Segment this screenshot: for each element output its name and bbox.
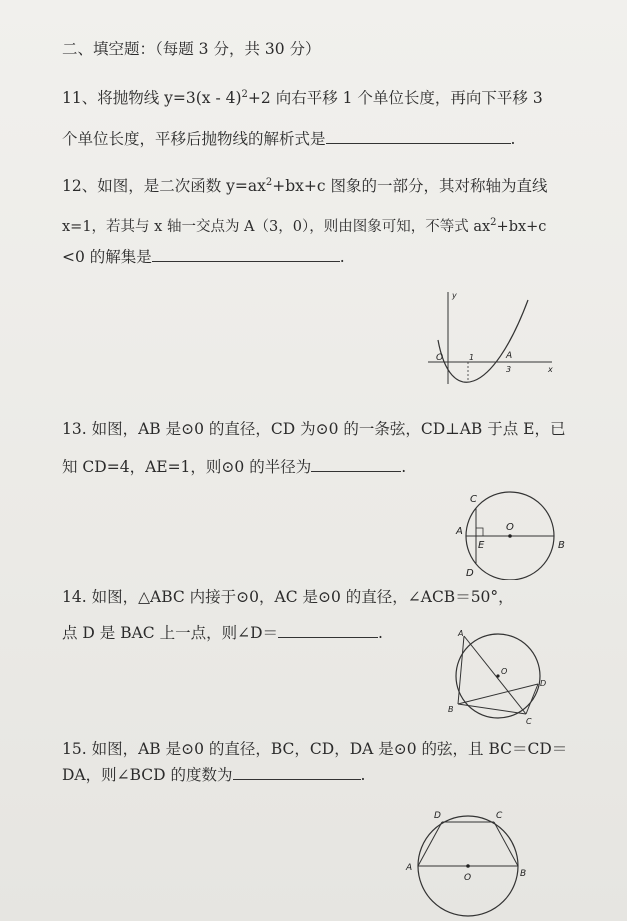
label-a: A: [456, 526, 463, 537]
center-point: [496, 674, 499, 677]
q11-line2: [62, 128, 602, 150]
q14-line1: 14. 如图，△ABC 内接于⊙0，AC 是⊙0 的直径，∠ACB＝50°，: [62, 588, 514, 606]
center-point: [508, 534, 512, 538]
q12-sup2: 2: [490, 217, 497, 228]
label-e: E: [478, 540, 485, 551]
parabola-curve: [438, 300, 528, 382]
label-d: D: [434, 811, 441, 821]
q12-answer-blank[interactable]: [152, 260, 340, 262]
q11-end: .: [510, 130, 516, 148]
q15-circle-figure: [404, 800, 532, 918]
q14-end: .: [378, 624, 383, 642]
q12-end: .: [339, 248, 345, 266]
label-c: C: [526, 717, 532, 726]
origin-label: O: [436, 353, 444, 363]
q11-text-a: 11、将抛物线 y=3(x - 4): [62, 89, 242, 108]
q14-text-b: 点 D 是 BAC 上一点，则∠D＝: [62, 624, 278, 642]
q12-sup1: 2: [265, 177, 273, 188]
q13-answer-blank[interactable]: [311, 470, 401, 472]
section-title: 二、填空题：（每题 3 分，共 30 分）: [62, 40, 321, 58]
right-angle-mark: [476, 528, 483, 536]
side-bc: [458, 704, 526, 714]
q13-end: .: [401, 458, 407, 476]
q11-text-b: +2 向右平移 1 个单位长度，再向下平移 3: [247, 89, 543, 108]
q11-text-c: 个单位长度，平移后抛物线的解析式是: [62, 130, 326, 148]
label-o: O: [501, 667, 508, 676]
label-a: A: [458, 629, 464, 638]
x-axis-label: x: [548, 365, 553, 374]
label-b: B: [448, 705, 454, 714]
q12-text-c: x=1，若其与 x 轴一交点为 A（3，0），则由图象可知，不等式 ax: [62, 218, 491, 235]
label-c: C: [496, 811, 503, 821]
q14-answer-blank[interactable]: [278, 636, 378, 638]
q12-text-b: +bx+c 图象的一部分，其对称轴为直线: [272, 177, 548, 196]
label-b: B: [558, 540, 565, 551]
label-d: D: [540, 679, 547, 688]
segment-dc: [526, 684, 538, 714]
y-axis-label: y: [452, 291, 457, 300]
label-d: D: [466, 568, 474, 579]
segment-bd: [458, 684, 538, 704]
q11-answer-blank[interactable]: [326, 142, 511, 144]
q15-text-b: DA，则∠BCD 的度数为: [62, 766, 233, 784]
tick-1-label: 1: [469, 353, 475, 362]
point-a-label: A: [506, 351, 513, 361]
q15-answer-blank[interactable]: [233, 778, 361, 780]
q12-line3: [62, 246, 602, 268]
q12-line2: [62, 212, 602, 238]
q13-line2: [62, 456, 602, 478]
q15-end: .: [360, 766, 366, 784]
q11-line1: [62, 84, 602, 109]
q12-text-e: <0 的解集是: [62, 248, 152, 266]
q12-text-a: 12、如图，是二次函数 y=ax: [62, 177, 266, 196]
q15-line2: [62, 764, 602, 786]
q13-circle-figure: [440, 486, 580, 580]
q12-parabola-figure: [420, 288, 560, 386]
side-ab: [458, 636, 464, 704]
q13-text-b: 知 CD=4，AE=1，则⊙0 的半径为: [62, 458, 312, 476]
q15-line1: 15. 如图，AB 是⊙0 的直径，BC，CD，DA 是⊙0 的弦，且 BC＝CD＝: [62, 740, 568, 758]
q14-circle-figure: [444, 628, 560, 726]
diameter-ac: [464, 636, 526, 714]
label-b: B: [520, 869, 527, 879]
label-o: O: [464, 873, 472, 883]
q12-line1: [62, 172, 602, 197]
chord-da: [418, 822, 442, 866]
chord-bc: [494, 822, 518, 866]
label-a: A: [406, 863, 413, 873]
center-point: [466, 864, 470, 868]
tick-3-label: 3: [506, 365, 512, 374]
q12-text-d: +bx+c: [496, 218, 547, 235]
q11-sup: 2: [241, 89, 248, 100]
label-o: O: [506, 522, 514, 533]
label-c: C: [470, 494, 477, 505]
q13-line1: 13. 如图，AB 是⊙0 的直径，CD 为⊙0 的一条弦，CD⊥AB 于点 E，已: [62, 420, 566, 438]
